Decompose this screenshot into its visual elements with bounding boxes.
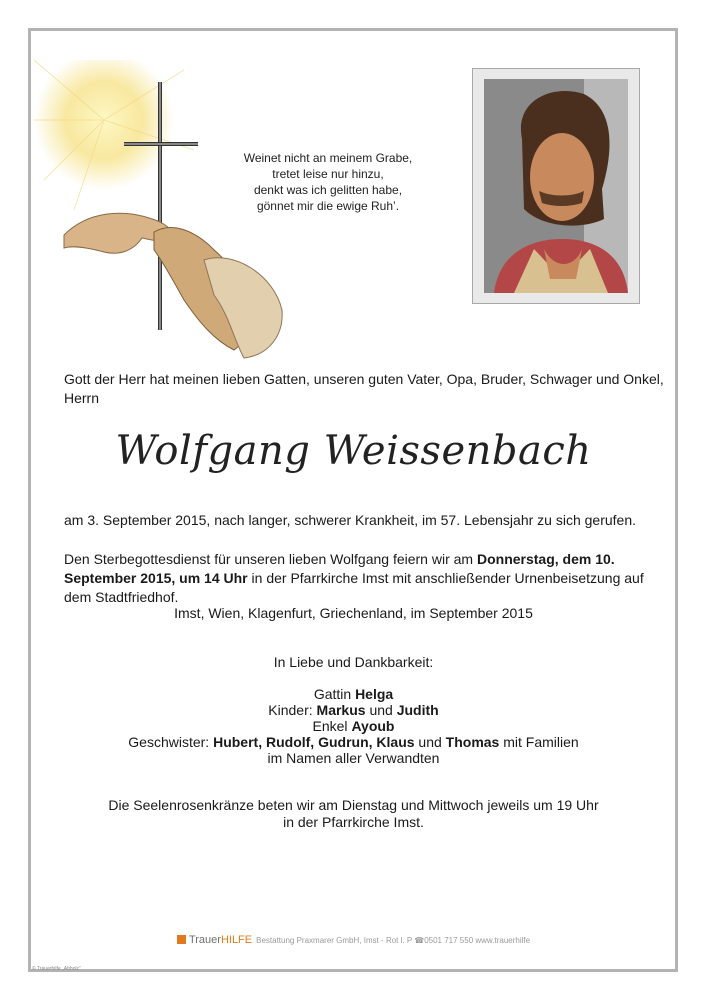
spouse-line bbox=[0, 686, 707, 703]
children-label: Kinder: bbox=[268, 702, 317, 718]
poem bbox=[228, 150, 428, 214]
siblings-line bbox=[0, 734, 707, 751]
siblings-label: Geschwister: bbox=[128, 734, 214, 750]
rosary-line-2: in der Pfarrkirche Imst. bbox=[283, 814, 424, 830]
spouse-name: Helga bbox=[355, 686, 394, 702]
conjunction: und bbox=[365, 702, 397, 718]
poem-line: tretet leise nur hinzu, bbox=[272, 167, 384, 181]
footer bbox=[0, 934, 707, 946]
poem-line: Weinet nicht an meinem Grabe, bbox=[243, 151, 413, 165]
logo-word-accent: HILFE bbox=[220, 934, 253, 946]
death-notice: am 3. September 2015, nach langer, schwerer Krankheit, im 57. Lebensjahr zu sich gerufen. bbox=[64, 512, 636, 528]
rosary-line-1: Die Seelenrosenkränze beten wir am Dienstag und Mittwoch jeweils um 19 Uhr bbox=[108, 797, 599, 813]
siblings-names: Hubert, Rudolf, Gudrun, Klaus bbox=[213, 734, 415, 750]
intro-text: Gott der Herr hat meinen lieben Gatten, unseren guten Vater, Opa, Bruder, Schwager und Onkel, Herrn bbox=[64, 371, 664, 406]
poem-line: denkt was ich gelitten habe, bbox=[253, 183, 403, 197]
relatives-line: im Namen aller Verwandten bbox=[267, 750, 440, 766]
poem-line: gönnet mir die ewige Ruh’. bbox=[256, 199, 400, 213]
children-line bbox=[0, 702, 707, 719]
service-date: Donnerstag, dem 10. September 2015, um 14 Uhr bbox=[64, 551, 615, 586]
child-name: Judith bbox=[396, 702, 439, 718]
grandchild-line bbox=[0, 718, 707, 735]
child-name: Markus bbox=[316, 702, 366, 718]
grandchild-label: Enkel bbox=[312, 718, 352, 734]
conjunction: und bbox=[414, 734, 446, 750]
siblings-suffix: mit Familien bbox=[499, 734, 579, 750]
deceased-name: Wolfgang Weissenbach bbox=[115, 428, 592, 474]
closing-line: In Liebe und Dankbarkeit: bbox=[273, 654, 434, 670]
logo-icon bbox=[177, 935, 186, 944]
sibling-name: Thomas bbox=[445, 734, 500, 750]
service-text: Den Sterbegottesdienst für unseren lieben Wolfgang feiern wir am bbox=[64, 551, 477, 567]
spouse-label: Gattin bbox=[313, 686, 356, 702]
service-text-end: in der Pfarrkirche Imst mit anschließender Urnenbeisetzung auf dem Stadtfriedhof. bbox=[64, 570, 644, 605]
portrait-frame bbox=[472, 68, 640, 304]
grandchild-name: Ayoub bbox=[351, 718, 395, 734]
place-date: Imst, Wien, Klagenfurt, Griechenland, im September 2015 bbox=[174, 605, 533, 621]
service-announcement bbox=[64, 550, 654, 607]
logo-text bbox=[189, 934, 252, 946]
footer-contact: Bestattung Praxmarer GmbH, Imst - Rot l. P ☎0501 717 550 www.trauerhilfe bbox=[256, 936, 531, 945]
portrait-photo bbox=[484, 79, 628, 293]
copyright-note: © Trauerhilfe „Abholz“ bbox=[32, 966, 81, 972]
logo-word: Trauer bbox=[188, 934, 221, 946]
